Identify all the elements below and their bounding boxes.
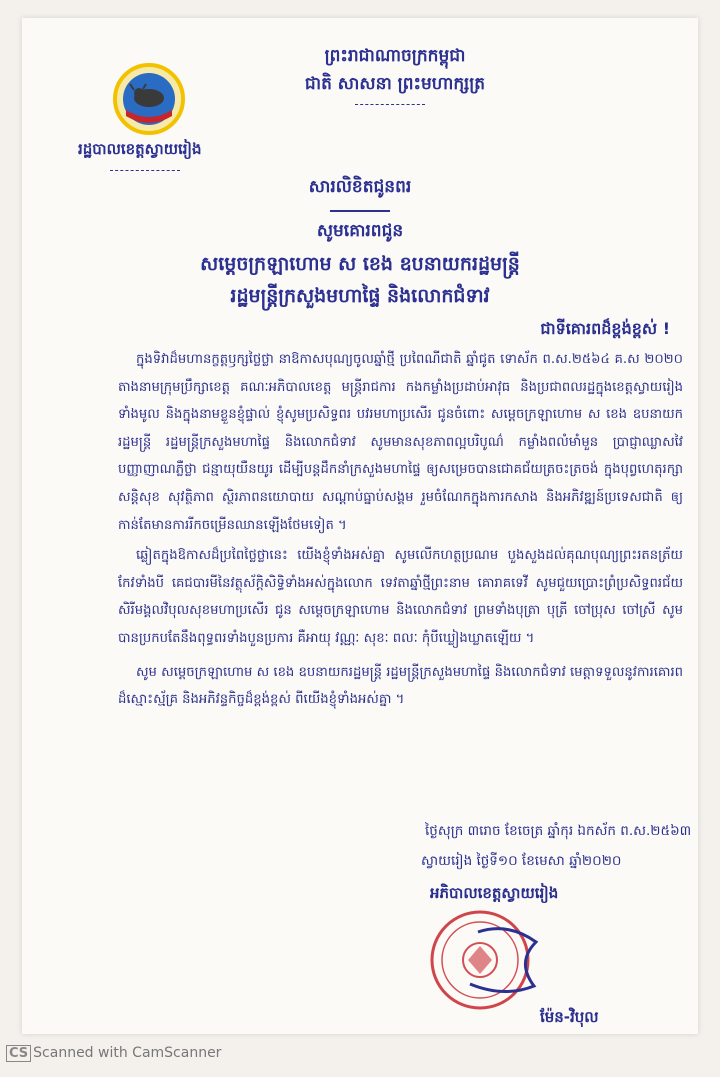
kingdom-name: ព្រះរាជាណាចក្រកម្ពុជា (324, 46, 466, 66)
solar-date: ស្វាយរៀង ថ្ងៃទី១០ ខែមេសា ឆ្នាំ២០២០ (421, 853, 622, 869)
title-divider (330, 210, 390, 212)
camscanner-logo-icon: CS (6, 1045, 31, 1062)
national-motto: ជាតិ សាសនា ព្រះមហាក្សត្រ (304, 74, 486, 94)
signer-office: អភិបាលខេត្តស្វាយរៀង (430, 884, 559, 902)
lunar-date: ថ្ងៃសុក្រ ៣រោច ខែចេត្រ ឆ្នាំកុរ ឯកស័ក ព.ស.២៥៦៣ (425, 823, 692, 839)
scanner-watermark (6, 1045, 221, 1062)
paragraph-2: ឆ្លៀតក្នុងឱកាសដ៏ប្រពៃថ្លៃថ្លានេះ យើងខ្ញុំទាំងអស់គ្នា សូមលើកហត្ថប្រណម បួងសួងដល់គុណបុណ្យព្រះរតនត្រ័យ កែវទាំងបី គេជបារមីនៃវត្ថុស័ក្តិសិទ្ធិទាំងអស់ក្នុងលោក ទេវតាឆ្នាំថ្មីព្រះនាម គោរាគទេវី សូមជួយប្រោះព្រំប្រសិទ្ធពរជ័យ សិរីមង្គលវិបុលសុខមហាប្រសើរ ជូន សម្តេចក្រឡាហោម និងលោកជំទាវ ព្រមទាំងបុត្រា បុត្រី ចៅប្រុស ចៅស្រី សូមបានប្រកបតែនឹងពុទ្ធពរទាំងបួនប្រការ គឺអាយុ វណ្ណៈ សុខៈ ពលៈ កុំបីឃ្លៀងឃ្លាតឡើយ ។ (118, 548, 683, 646)
signer-name: ម៉ែន-វិបុល (540, 1008, 599, 1026)
letter-body (118, 346, 683, 714)
issuing-office: រដ្ឋបាលខេត្តស្វាយរៀង (78, 140, 202, 158)
office-divider (110, 170, 180, 171)
recipient-line-1: សម្តេចក្រឡាហោម ស ខេង ឧបនាយករដ្ឋមន្ត្រី (200, 253, 520, 275)
header-divider (355, 104, 425, 105)
official-seal-icon (408, 902, 556, 1016)
recipient-line-2: រដ្ឋមន្ត្រីក្រសួងមហាផ្ទៃ និងលោកជំទាវ (230, 285, 490, 307)
respect-line: សូមគោរពជូន (316, 221, 404, 241)
paragraph-1: ក្នុងទិវាដ៏មហានក្ខត្តឫក្សថ្លៃថ្លា នាឱកាសបុណ្យចូលឆ្នាំថ្មី ប្រពៃណីជាតិ ឆ្នាំជូត ទោស័ក ព.ស.២៥៦៤ គ.ស ២០២០ តាងនាមក្រុមប្រឹក្សាខេត្ត គណៈអភិបាលខេត្ត មន្ត្រីរាជការ កងកម្លាំងប្រដាប់អាវុធ និងប្រជាពលរដ្ឋក្នុងខេត្តស្វាយរៀងទាំងមូល និងក្នុងនាមខ្លួនខ្ញុំផ្ទាល់ ខ្ញុំសូមប្រសិទ្ធពរ បវរមហាប្រសើរ ជូនចំពោះ សម្តេចក្រឡាហោម ស ខេង ឧបនាយករដ្ឋមន្ត្រី រដ្ឋមន្ត្រីក្រសួងមហាផ្ទៃ និងលោកជំទាវ សូមមានសុខភាពល្អបរិបូណ៌ កម្លាំងពលំមាំមួន ប្រាជ្ញាឈ្លាសវៃ បញ្ញាញាណភ្លឺថ្លា ជន្មាយុយឺនយូរ ដើម្បីបន្តដឹកនាំក្រសួងមហាផ្ទៃ ឲ្យសម្រេចបានជោគជ័យត្រចះត្រចង់ ក្នុងបុព្វហេតុរក្សាសន្តិសុខ សុវត្ថិភាព ស្ថិរភាពនយោបាយ សណ្តាប់ធ្នាប់សង្គម រួមចំណែកក្នុងការកសាង និងអភិវឌ្ឍន៍ប្រទេសជាតិ ឲ្យកាន់តែមានការរីកចម្រើនឈានឡើងថែមទៀត ។ (118, 352, 683, 533)
document-type: សារលិខិតជូនពរ (308, 177, 412, 197)
greeting: ជាទីគោរពដ៏ខ្ពង់ខ្ពស់ ! (540, 319, 670, 338)
paragraph-3: សូម សម្តេចក្រឡាហោម ស ខេង ឧបនាយករដ្ឋមន្ត្រី រដ្ឋមន្ត្រីក្រសួងមហាផ្ទៃ និងលោកជំទាវ មេត្តាទទួលនូវការគោរពដ៏ស្មោះស្ម័គ្រ និងអភិវន្ទកិច្ចដ៏ខ្ពង់ខ្ពស់ ពីយើងខ្ញុំទាំងអស់គ្នា ។ (118, 664, 683, 708)
kingdom-header (270, 42, 520, 98)
provincial-logo-icon (112, 62, 186, 136)
watermark-text: Scanned with CamScanner (33, 1045, 222, 1061)
